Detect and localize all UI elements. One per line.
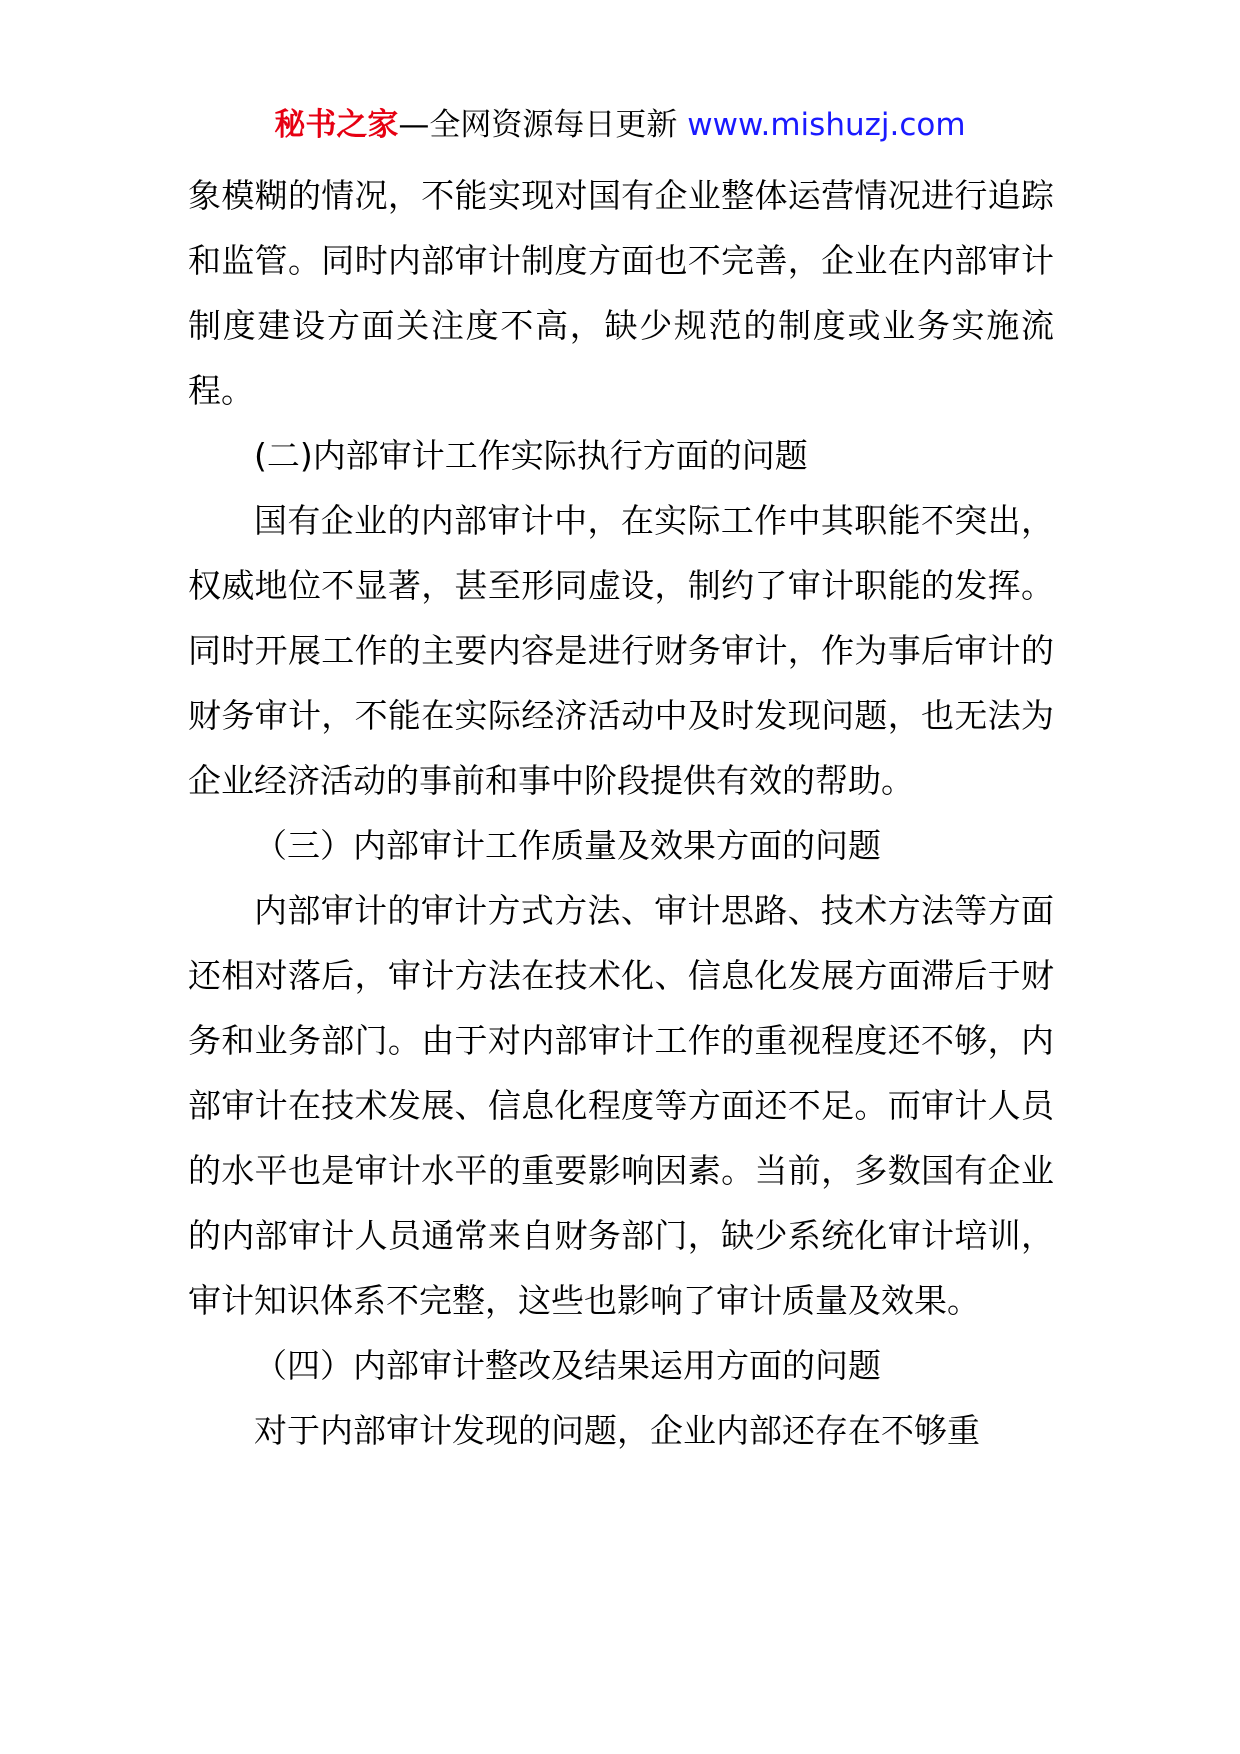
section-heading-2: (二)内部审计工作实际执行方面的问题 [254, 436, 808, 475]
header-url-link[interactable]: www.mishuzj.com [687, 107, 966, 143]
body-paragraph: 象模糊的情况，不能实现对国有企业整体运营情况进行追踪和监管。同时内部审计制度方面也不完善，企业在内部审计制度建设方面关注度不高，缺少规范的制度或业务实施流程。 [188, 176, 1054, 410]
document-body [188, 163, 1054, 1463]
section-heading-4: （四）内部审计整改及结果运用方面的问题 [254, 1346, 881, 1385]
section-heading-3: （三）内部审计工作质量及效果方面的问题 [254, 826, 881, 865]
header-tagline: —全网资源每日更新 [398, 107, 678, 143]
body-paragraph: 国有企业的内部审计中，在实际工作中其职能不突出，权威地位不显著，甚至形同虚设，制约了审计职能的发挥。同时开展工作的主要内容是进行财务审计，作为事后审计的财务审计，不能在实际经济活动中及时发现问题，也无法为企业经济活动的事前和事中阶段提供有效的帮助。 [188, 501, 1054, 800]
body-paragraph: 内部审计的审计方式方法、审计思路、技术方法等方面还相对落后，审计方法在技术化、信息化发展方面滞后于财务和业务部门。由于对内部审计工作的重视程度还不够，内部审计在技术发展、信息化程度等方面还不足。而审计人员的水平也是审计水平的重要影响因素。当前，多数国有企业的内部审计人员通常来自财务部门，缺少系统化审计培训，审计知识体系不完整，这些也影响了审计质量及效果。 [188, 891, 1054, 1320]
body-paragraph: 对于内部审计发现的问题，企业内部还存在不够重 [254, 1411, 980, 1450]
page-header [0, 100, 1240, 150]
header-brand: 秘书之家 [274, 107, 399, 143]
